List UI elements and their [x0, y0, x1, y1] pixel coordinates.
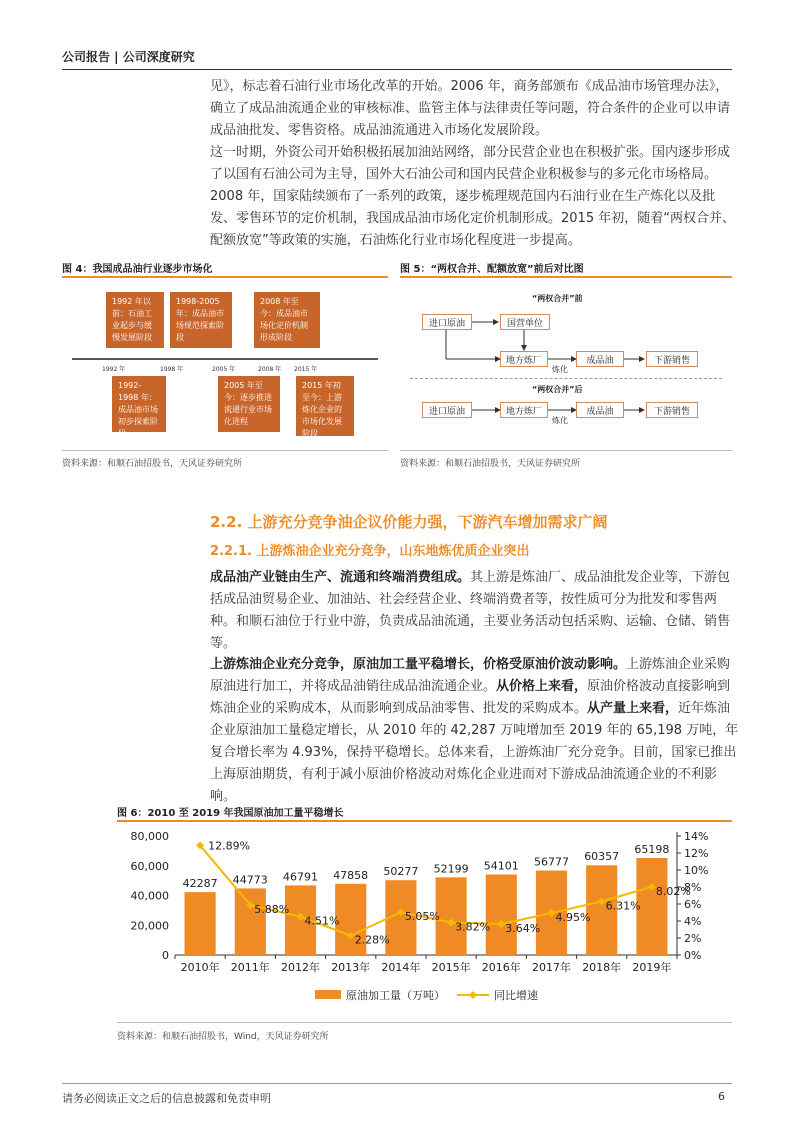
section-heading-2-2-1: 2.2.1. 上游炼油企业充分竞争，山东地炼优质企业突出	[210, 544, 530, 559]
y-right-tick-label: 8%	[684, 881, 702, 894]
intro-paragraph-1: 见》，标志着石油行业市场化改革的开始。2006 年，商务部颁布《成品油市场管理办法》，确立了成品油流通企业的审核标准、监管主体与法律责任等问题，符合条件的企业可以申请成品油批发、零售资格。成品油流通进入市场化发展阶段。	[210, 79, 731, 138]
x-tick-label: 2013年	[331, 961, 371, 974]
x-tick-label: 2012年	[281, 961, 320, 974]
body-paragraph-5	[210, 654, 740, 808]
fig6-bottom-line	[117, 1022, 732, 1023]
header-divider	[62, 69, 732, 70]
footer-divider	[62, 1083, 732, 1084]
y-left-tick-label: 0	[162, 949, 169, 962]
fig4-title: 图 4：我国成品油行业逐步市场化	[62, 264, 213, 275]
timeline-year-2008: 2008 年	[258, 366, 282, 373]
y-right-tick-label: 14%	[684, 830, 709, 843]
growth-value-label: 2.28%	[354, 933, 390, 947]
timeline-box-2005: 2005 年至今：逐步推进流通行业市场化进程	[218, 376, 280, 432]
legend-line-marker	[469, 991, 477, 999]
timeline-year-1992: 1992 年	[102, 366, 126, 373]
bar-value-label: 44773	[232, 873, 268, 887]
fig4-title-line	[62, 276, 388, 278]
y-right-tick-label: 10%	[684, 864, 709, 877]
fig6-source: 资料来源：和顺石油招股书，Wind，天风证券研究所	[117, 1032, 329, 1042]
y-left-tick-label: 80,000	[130, 830, 169, 843]
growth-value-label: 3.82%	[455, 920, 491, 934]
bar-2011年	[235, 888, 266, 955]
fig5-source: 资料来源：和顺石油招股书，天风证券研究所	[400, 459, 581, 469]
fig5-sales-box-before: 下游销售	[646, 351, 698, 367]
fig5-state-op-box: 国营单位	[500, 314, 550, 330]
timeline-year-2015: 2015 年	[294, 366, 318, 373]
bar-value-label: 60357	[584, 850, 620, 864]
y-left-tick-label: 60,000	[130, 859, 169, 873]
x-tick-label: 2018年	[582, 961, 622, 974]
p4-text: 其上游是炼油厂、成品油批发企业等，下游包括成品油贸易企业、加油站、社会经营企业、终端消费者等，按性质可分为批发和零售两种。和顺石油位于行业中游，负责成品油流通，主要业务活动包括采购、运输、仓储、销售等。	[210, 570, 731, 651]
fig5-after-label: “两权合并”后	[532, 385, 583, 394]
page-number: 6	[718, 1090, 725, 1103]
x-tick-label: 2010年	[180, 961, 220, 974]
section-heading-2-2: 2.2. 上游充分竞争油企议价能力强，下游汽车增加需求广阔	[210, 513, 608, 531]
growth-value-label: 6.31%	[605, 899, 641, 913]
timeline-box-1998-2005: 1998-2005 年：成品油市场规范探索阶段	[170, 292, 232, 348]
p5-price-lead: 从价格上来看，	[496, 679, 588, 694]
growth-value-label: 3.64%	[505, 922, 541, 936]
body-paragraph-4	[210, 567, 740, 655]
fig5-diagram	[400, 280, 732, 448]
y-right-tick-label: 4%	[684, 915, 702, 928]
x-tick-label: 2015年	[431, 961, 471, 974]
fig4-source: 资料来源：和顺石油招股书，天风证券研究所	[62, 459, 243, 469]
p5-text-2: 原油价格波动直接影响到炼油企业的采购成本，从而影响到成品油零售、批发的采购成本。	[210, 679, 731, 716]
fig5-bottom-line	[400, 450, 732, 451]
y-left-tick-label: 20,000	[130, 919, 169, 933]
fig5-import-box-after: 进口原油	[422, 402, 472, 418]
x-tick-label: 2014年	[381, 961, 421, 974]
bar-value-label: 47858	[333, 868, 369, 882]
fig5-before-label: “两权合并”前	[532, 294, 583, 303]
bar-2016年	[486, 875, 517, 955]
timeline-box-1992-1998: 1992-1998 年：成品油市场初步探索阶段	[112, 376, 166, 432]
x-tick-label: 2017年	[532, 961, 571, 974]
bar-value-label: 56777	[534, 855, 569, 869]
bar-value-label: 46791	[283, 870, 318, 884]
fig5-import-box-before: 进口原油	[422, 314, 472, 330]
fig5-refine-label-after: 炼化	[552, 416, 568, 425]
x-tick-label: 2019年	[632, 961, 672, 974]
timeline-box-2015: 2015 年初至今：上游炼化企业的市场化发展阶段	[296, 376, 354, 436]
growth-value-label: 5.88%	[254, 903, 290, 917]
growth-value-label: 4.95%	[555, 910, 591, 924]
timeline-box-pre1992: 1992 年以前：石油工业起步与缓慢发展阶段	[106, 292, 164, 348]
y-left-tick-label: 40,000	[130, 889, 169, 903]
bar-2019年	[636, 858, 667, 955]
legend-line-label: 同比增速	[494, 989, 538, 1002]
fig5-title-line	[400, 276, 732, 278]
fig4-timeline	[62, 280, 388, 448]
fig5-sales-box-after: 下游销售	[646, 402, 698, 418]
timeline-box-2008: 2008 年至今：成品油市场化定价机制形成阶段	[254, 292, 320, 348]
p5-text-1: 上游炼油企业采购原油进行加工，并将成品油销往成品油流通企业。	[210, 657, 731, 694]
intro-paragraph-2: 这一时期，外资公司开始积极拓展加油站网络，部分民营企业也在积极扩张。国内逐步形成了以国有石油公司为主导，国外大石油公司和国内民营企业积极参与的多元化市场格局。	[210, 145, 731, 182]
timeline-year-1998: 1998 年	[160, 366, 184, 373]
fig4-bottom-line	[62, 450, 388, 451]
p5-lead: 上游炼油企业充分竞争，原油加工量平稳增长，价格受原油价波动影响。	[210, 657, 627, 672]
growth-value-label: 5.05%	[404, 910, 440, 924]
bar-value-label: 42287	[182, 877, 218, 891]
bar-value-label: 65198	[634, 843, 670, 857]
bar-2015年	[436, 877, 467, 955]
fig6-title: 图 6：2010 至 2019 年我国原油加工量平稳增长	[117, 808, 344, 819]
legend-bar-swatch	[315, 990, 341, 999]
bar-value-label: 54101	[483, 859, 519, 873]
fig5-refine-label-before: 炼化	[552, 365, 568, 374]
report-header: 公司报告 | 公司深度研究	[62, 50, 195, 64]
y-right-tick-label: 6%	[684, 898, 702, 911]
growth-value-label: 4.51%	[304, 914, 340, 928]
bar-value-label: 52199	[433, 862, 469, 876]
footer-disclaimer: 请务必阅读正文之后的信息披露和免责申明	[62, 1092, 271, 1105]
fig5-product-box-before: 成品油	[576, 351, 624, 367]
fig6-title-line	[117, 820, 732, 822]
bar-2010年	[185, 892, 216, 955]
p5-output-lead: 从产量上来看，	[587, 701, 679, 716]
intro-paragraph-3: 2008 年，国家陆续颁布了一系列的政策，逐步梳理规范国内石油行业在生产炼化以及批发、零售环节的定价机制，我国成品油市场化定价机制形成。2015 年初，随着“两权合并、配额放宽”等政策的实施，石油炼化行业市场化程度进一步提高。	[210, 189, 735, 248]
timeline-year-2005: 2005 年	[212, 366, 236, 373]
y-right-tick-label: 0%	[684, 949, 702, 962]
timeline-axis	[72, 358, 378, 360]
x-tick-label: 2011年	[230, 961, 270, 974]
growth-value-label: 12.89%	[208, 839, 251, 853]
fig5-refinery-box-before: 地方炼厂	[500, 351, 548, 367]
growth-value-label: 8.02%	[655, 884, 691, 898]
fig5-refinery-box-after: 地方炼厂	[500, 402, 548, 418]
p4-lead: 成品油产业链由生产、流通和终端消费组成。	[210, 570, 471, 585]
p5-text-3: 近年炼油企业原油加工量稳定增长，从 2010 年的 42,287 万吨增加至 2019 年的 65,198 万吨，年复合增长率为 4.93%，保持平稳增长。总体来看，上游炼油厂充分竞争。目前，国家已推出上海原油期货，有利于减小原油价格波动对炼化企业进而对下游成品油流通企业的不利影响。	[210, 701, 739, 804]
fig5-product-box-after: 成品油	[576, 402, 624, 418]
fig5-divider	[410, 378, 722, 379]
y-right-tick-label: 12%	[684, 847, 709, 860]
fig6-chart	[117, 824, 732, 1020]
y-right-tick-label: 2%	[684, 932, 702, 945]
bar-value-label: 50277	[383, 865, 419, 879]
fig5-title: 图 5：“两权合并、配额放宽”前后对比图	[400, 264, 584, 275]
legend-bar-label: 原油加工量（万吨）	[346, 989, 445, 1002]
x-tick-label: 2016年	[481, 961, 521, 974]
